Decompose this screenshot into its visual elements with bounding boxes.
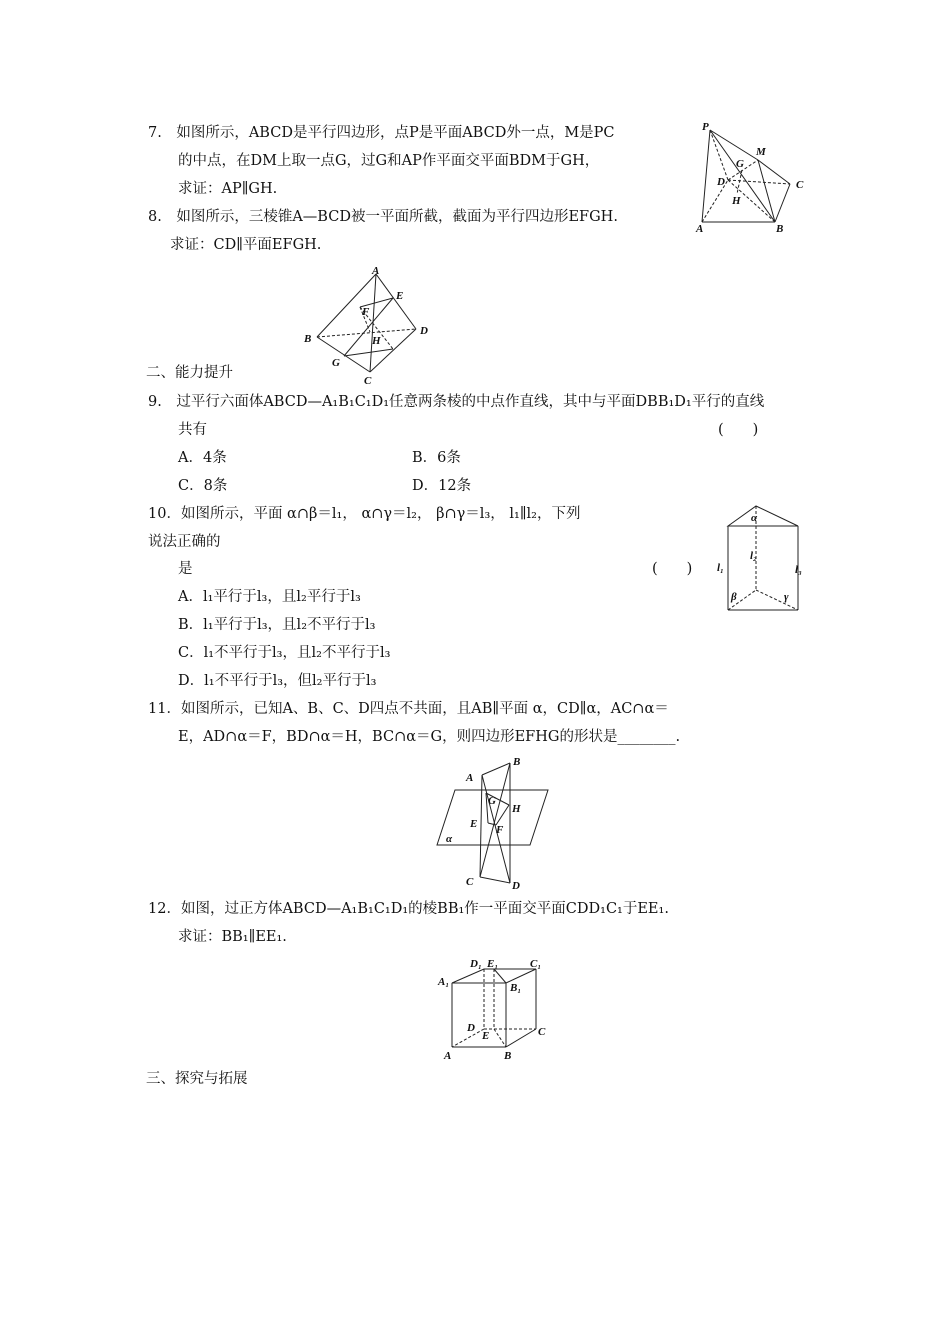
fig7-label-M: M xyxy=(756,146,766,158)
q9-option-c: C．8条 xyxy=(178,478,228,494)
q9-line1: 9. 过平行六面体ABCD—A₁B₁C₁D₁任意两条棱的中点作直线，其中与平面DBB₁D₁平行的直线 xyxy=(148,394,765,410)
fig7-label-P: P xyxy=(702,121,709,133)
fig12-label-E: E xyxy=(482,1030,490,1042)
fig8-label-E: E xyxy=(396,290,404,302)
figure-11-plane xyxy=(430,755,555,895)
q11-line2: E，AD∩α＝F，BD∩α＝H，BC∩α＝G，则四边形EFHG的形状是________. xyxy=(178,729,681,745)
fig10-label-l3: l₃ xyxy=(795,564,802,576)
fig10-label-beta: β xyxy=(731,591,737,603)
figure-7-pyramid xyxy=(690,118,815,238)
fig8-label-F: F xyxy=(362,306,370,318)
fig7-label-C: C xyxy=(796,179,804,191)
fig8-label-C: C xyxy=(364,375,372,387)
fig12-label-D: D xyxy=(467,1022,475,1034)
q12-line2: 求证：BB₁∥EE₁. xyxy=(178,929,287,945)
fig8-label-D: D xyxy=(420,325,428,337)
q9-option-b: B．6条 xyxy=(412,450,461,466)
fig11-label-E: E xyxy=(470,818,478,830)
q7-line1: 7. 如图所示，ABCD是平行四边形，点P是平面ABCD外一点，M是PC xyxy=(148,125,615,141)
q10-option-b: B．l₁平行于l₃，且l₂不平行于l₃ xyxy=(178,617,376,633)
fig10-label-l2: l₂ xyxy=(750,550,757,562)
fig12-label-C1: C₁ xyxy=(530,958,542,970)
fig7-label-G: G xyxy=(736,158,744,170)
q10-line1: 10．如图所示，平面 α∩β＝l₁， α∩γ＝l₂， β∩γ＝l₃， l₁∥l₂，下列 xyxy=(148,506,581,522)
fig7-label-A: A xyxy=(696,223,704,235)
fig7-label-D: D xyxy=(717,176,725,188)
q7-line2: 的中点，在DM上取一点G，过G和AP作平面交平面BDM于GH， xyxy=(178,153,600,169)
fig12-label-B1: B₁ xyxy=(510,982,522,994)
fig8-label-B: B xyxy=(304,333,312,345)
figure-12-cube xyxy=(432,955,557,1060)
q11-line1: 11．如图所示，已知A、B、C、D四点不共面，且AB∥平面 α，CD∥α，AC∩α＝ xyxy=(148,701,669,717)
fig11-label-B: B xyxy=(513,756,521,768)
fig8-label-G: G xyxy=(332,357,340,369)
q10-option-d: D．l₁不平行于l₃，但l₂平行于l₃ xyxy=(178,673,377,689)
fig11-label-C: C xyxy=(466,876,474,888)
q8-line1: 8. 如图所示，三棱锥A—BCD被一平面所截，截面为平行四边形EFGH. xyxy=(148,209,618,225)
fig11-label-H: H xyxy=(512,803,521,815)
q9-answer-paren: ( ) xyxy=(718,422,759,438)
fig11-label-A: A xyxy=(466,772,474,784)
fig11-label-F: F xyxy=(496,824,504,836)
fig7-label-H: H xyxy=(732,195,741,207)
fig10-label-l1: l₁ xyxy=(717,562,724,574)
figure-8-tetrahedron xyxy=(300,262,440,390)
fig12-label-D1: D₁ xyxy=(470,958,482,970)
q9-option-d: D．12条 xyxy=(412,478,472,494)
q10-line3: 是 xyxy=(178,561,193,577)
fig10-label-gamma: γ xyxy=(784,591,789,603)
fig12-label-A: A xyxy=(444,1050,452,1062)
fig11-label-alpha: α xyxy=(446,833,453,845)
fig11-label-D: D xyxy=(512,880,520,892)
fig12-label-A1: A₁ xyxy=(438,976,450,988)
q12-line1: 12．如图，过正方体ABCD—A₁B₁C₁D₁的棱BB₁作一平面交平面CDD₁C₁于EE₁. xyxy=(148,901,669,917)
fig7-label-B: B xyxy=(776,223,784,235)
section-2-heading: 二、能力提升 xyxy=(146,365,233,381)
figure-10-prism xyxy=(710,500,810,615)
fig11-label-G: G xyxy=(488,795,496,807)
q10-option-c: C．l₁不平行于l₃，且l₂不平行于l₃ xyxy=(178,645,391,661)
fig12-label-B: B xyxy=(504,1050,512,1062)
fig8-label-A: A xyxy=(372,265,380,277)
q10-option-a: A．l₁平行于l₃，且l₂平行于l₃ xyxy=(178,589,361,605)
fig10-label-alpha: α xyxy=(751,512,758,524)
q9-option-a: A．4条 xyxy=(178,450,227,466)
q9-line2: 共有 xyxy=(178,422,207,438)
q10-answer-paren: ( ) xyxy=(652,561,693,577)
q10-line2: 说法正确的 xyxy=(148,534,221,550)
q7-line3: 求证：AP∥GH. xyxy=(178,181,278,197)
fig8-label-H: H xyxy=(372,335,381,347)
section-3-heading: 三、探究与拓展 xyxy=(146,1071,248,1087)
q8-line2: 求证：CD∥平面EFGH. xyxy=(170,237,322,253)
fig12-label-C: C xyxy=(538,1026,546,1038)
fig12-label-E1: E₁ xyxy=(487,958,499,970)
